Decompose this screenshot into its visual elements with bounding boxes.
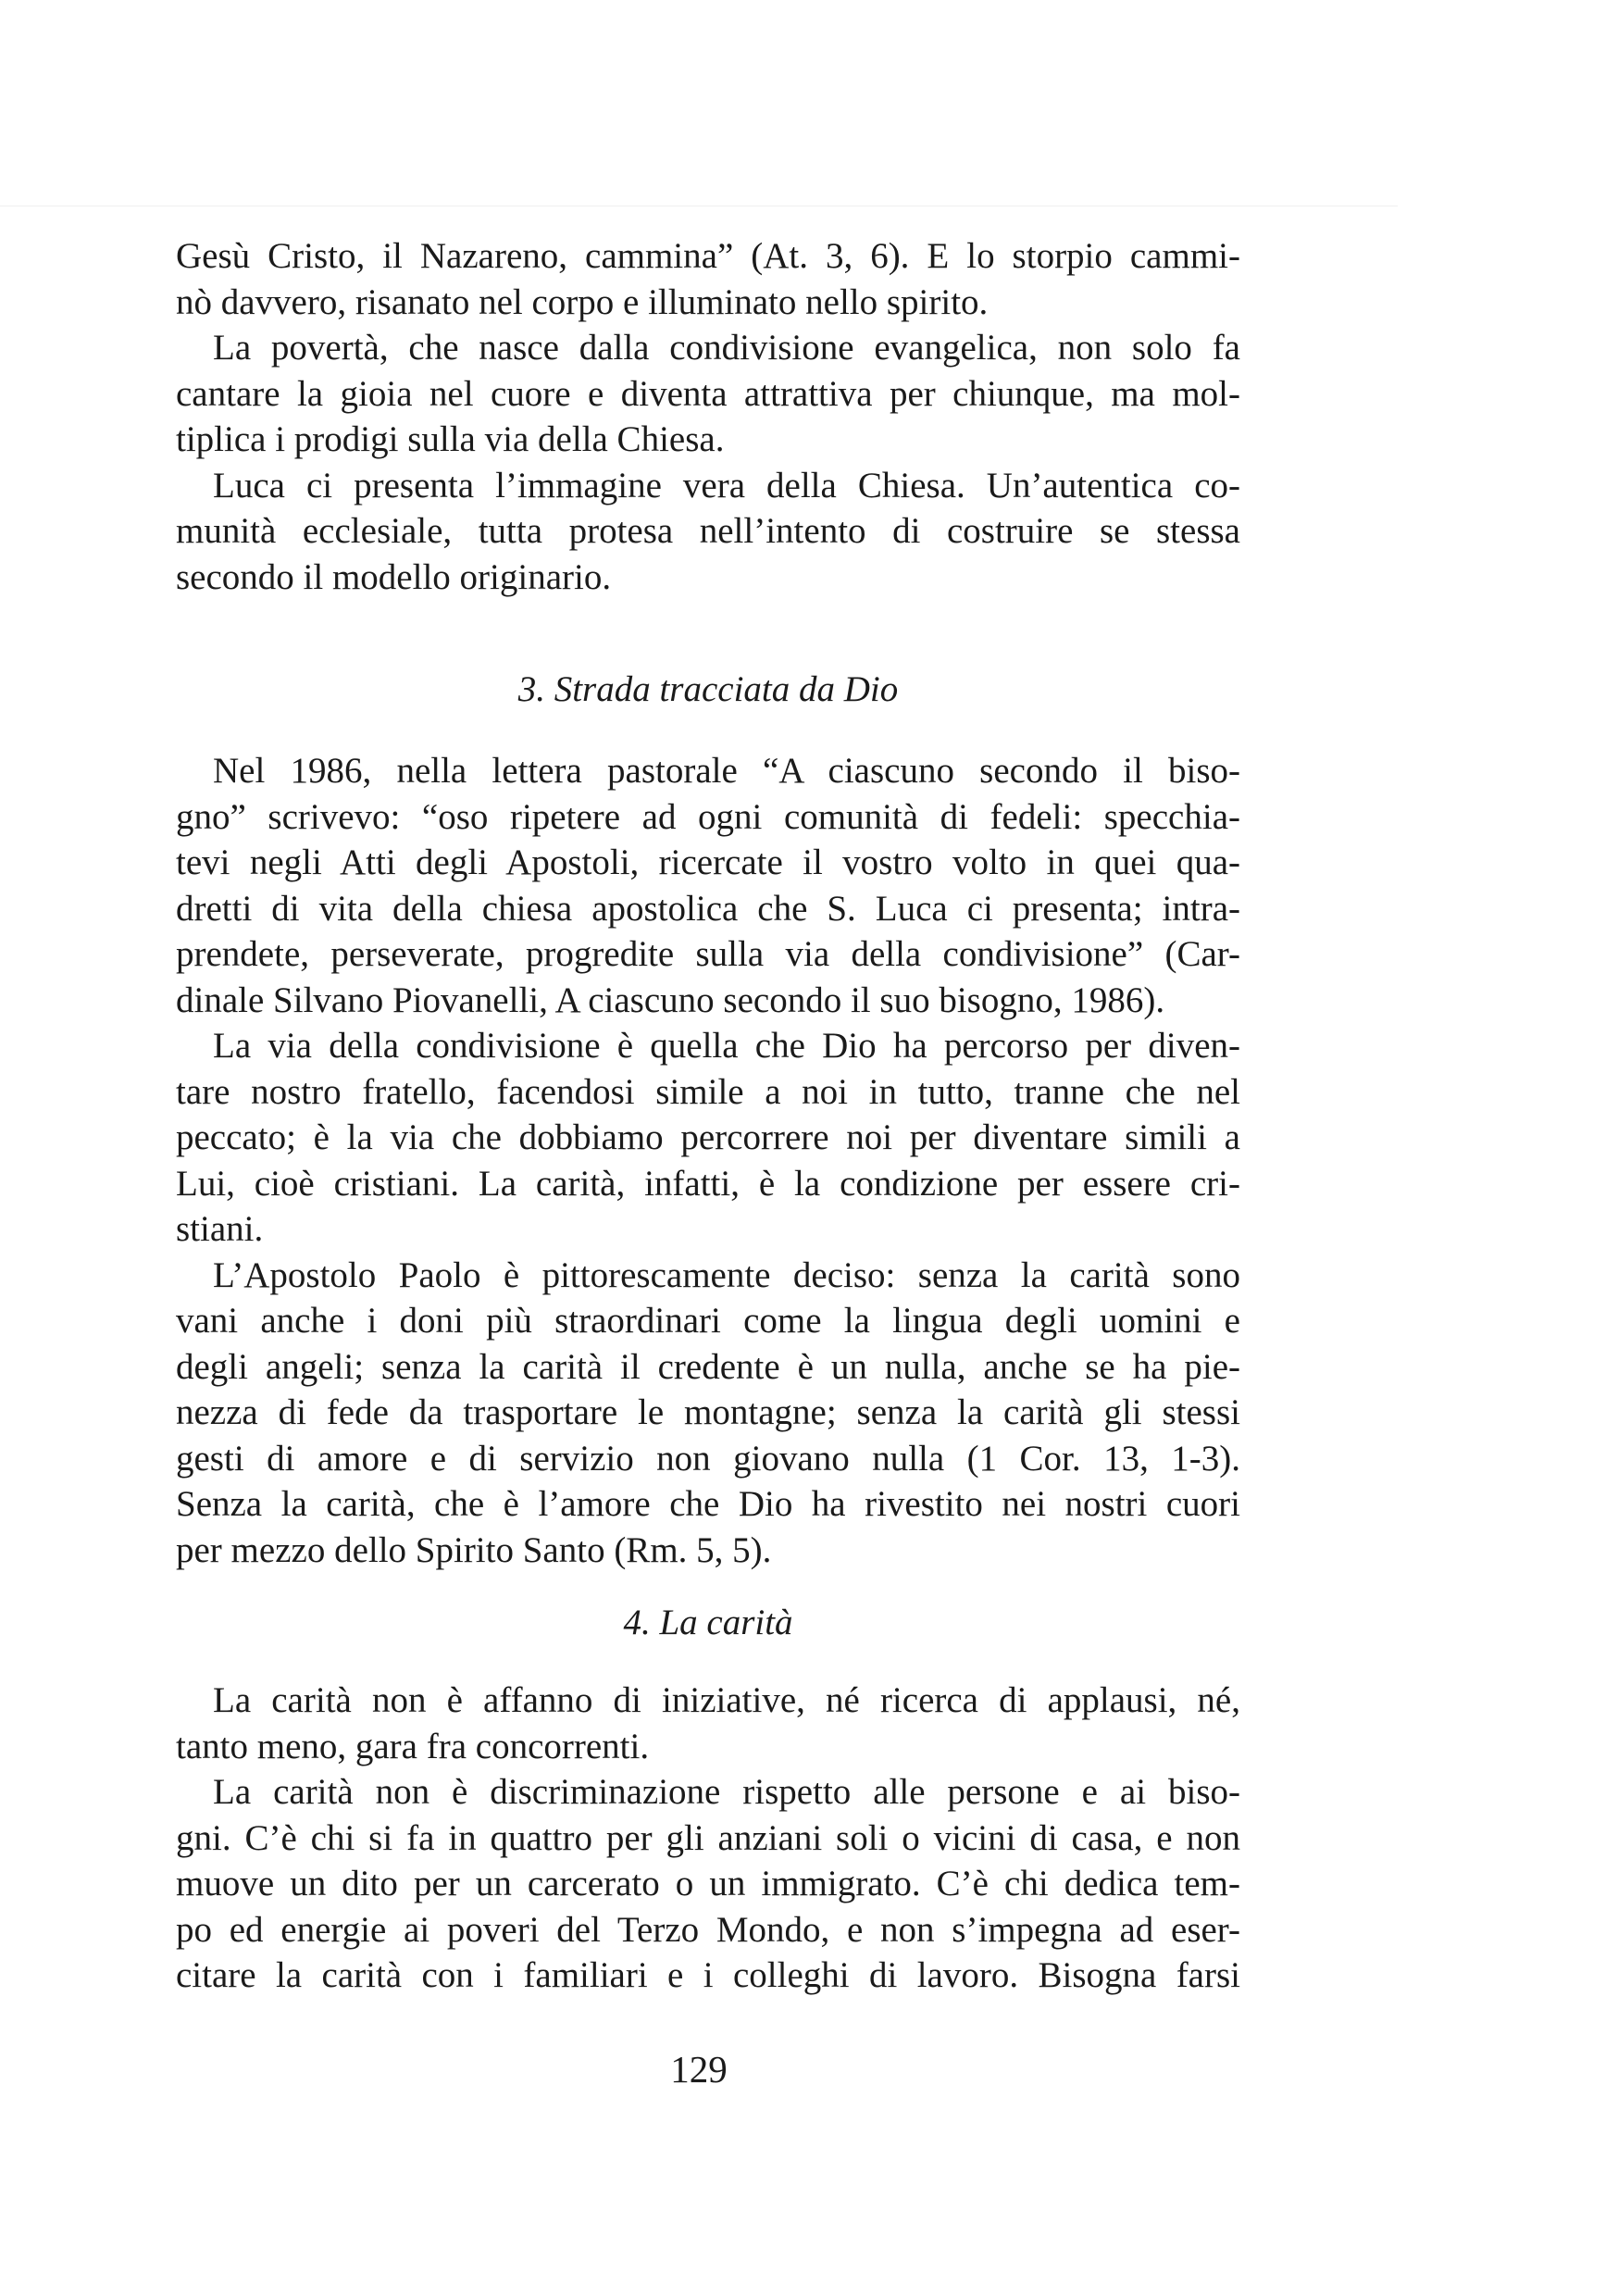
paragraph-block-1 xyxy=(176,233,1240,600)
text-line: gno” scrivevo: “oso ripetere ad ogni comunità di fedeli: specchia- xyxy=(176,796,1240,837)
text-line: Gesù Cristo, il Nazareno, cammina” (At. 3, 6). E lo storpio cammi- xyxy=(176,236,1240,276)
text-line: nò davvero, risanato nel corpo e illuminato nello spirito. xyxy=(176,281,989,322)
text-line: prendete, perseverate, progredite sulla via della condivisione” (Car- xyxy=(176,934,1240,974)
text-line: La via della condivisione è quella che Dio ha percorso per diven- xyxy=(213,1026,1240,1066)
text-line: L’Apostolo Paolo è pittorescamente deciso: senza la carità sono xyxy=(213,1254,1240,1295)
paragraph-block-section-3 xyxy=(176,748,1240,1573)
text-line: gesti di amore e di servizio non giovano nulla (1 Cor. 13, 1-3). xyxy=(176,1438,1240,1479)
text-line: Nel 1986, nella lettera pastorale “A ciascuno secondo il biso- xyxy=(213,751,1240,791)
paragraph-block-section-4 xyxy=(176,1678,1240,1999)
text-line: peccato; è la via che dobbiamo percorrere noi per diventare simili a xyxy=(176,1117,1240,1157)
text-line: citare la carità con i familiari e i colleghi di lavoro. Bisogna farsi xyxy=(176,1955,1240,1995)
text-line: secondo il modello originario. xyxy=(176,556,612,597)
section-heading-4: 4. La carità xyxy=(623,1603,793,1642)
text-line: muove un dito per un carcerato o un immigrato. C’è chi dedica tem- xyxy=(176,1864,1240,1903)
text-line: Lui, cioè cristiani. La carità, infatti, è la condizione per essere cri- xyxy=(176,1163,1240,1204)
section-heading-3: 3. Strada tracciata da Dio xyxy=(517,669,899,709)
text-line: Luca ci presenta l’immagine vera della Chiesa. Un’autentica co- xyxy=(213,465,1240,505)
text-line: po ed energie ai poveri del Terzo Mondo, e non s’impegna ad eser- xyxy=(176,1909,1240,1950)
text-line: tevi negli Atti degli Apostoli, ricercate il vostro volto in quei qua- xyxy=(176,842,1240,882)
text-line: dinale Silvano Piovanelli, A ciascuno secondo il suo bisogno, 1986). xyxy=(176,980,1165,1020)
text-line: tanto meno, gara fra concorrenti. xyxy=(176,1726,650,1766)
text-line: La carità non è affanno di iniziative, né ricerca di applausi, né, xyxy=(213,1680,1240,1720)
text-line: dretti di vita della chiesa apostolica che S. Luca ci presenta; intra- xyxy=(176,888,1240,929)
text-line: vani anche i doni più straordinari come la lingua degli uomini e xyxy=(176,1301,1240,1341)
text-line: Senza la carità, che è l’amore che Dio ha rivestito nei nostri cuori xyxy=(176,1484,1240,1524)
text-line: gni. C’è chi si fa in quattro per gli anziani soli o vicini di casa, e non xyxy=(176,1817,1240,1858)
text-line: degli angeli; senza la carità il credente è un nulla, anche se ha pie- xyxy=(176,1346,1240,1387)
text-line: tare nostro fratello, facendosi simile a noi in tutto, tranne che nel xyxy=(176,1071,1240,1112)
text-line: stiani. xyxy=(176,1209,264,1249)
text-line: munità ecclesiale, tutta protesa nell’intento di costruire se stessa xyxy=(176,511,1240,551)
text-line: La povertà, che nasce dalla condivisione evangelica, non solo fa xyxy=(213,328,1240,368)
page-number: 129 xyxy=(670,2048,728,2090)
text-line: per mezzo dello Spirito Santo (Rm. 5, 5). xyxy=(176,1529,772,1570)
text-line: La carità non è discriminazione rispetto alle persone e ai biso- xyxy=(213,1772,1240,1812)
text-line: tiplica i prodigi sulla via della Chiesa. xyxy=(176,419,725,459)
text-line: nezza di fede da trasportare le montagne; senza la carità gli stessi xyxy=(176,1392,1240,1432)
text-line: cantare la gioia nel cuore e diventa attrattiva per chiunque, ma mol- xyxy=(176,373,1240,414)
